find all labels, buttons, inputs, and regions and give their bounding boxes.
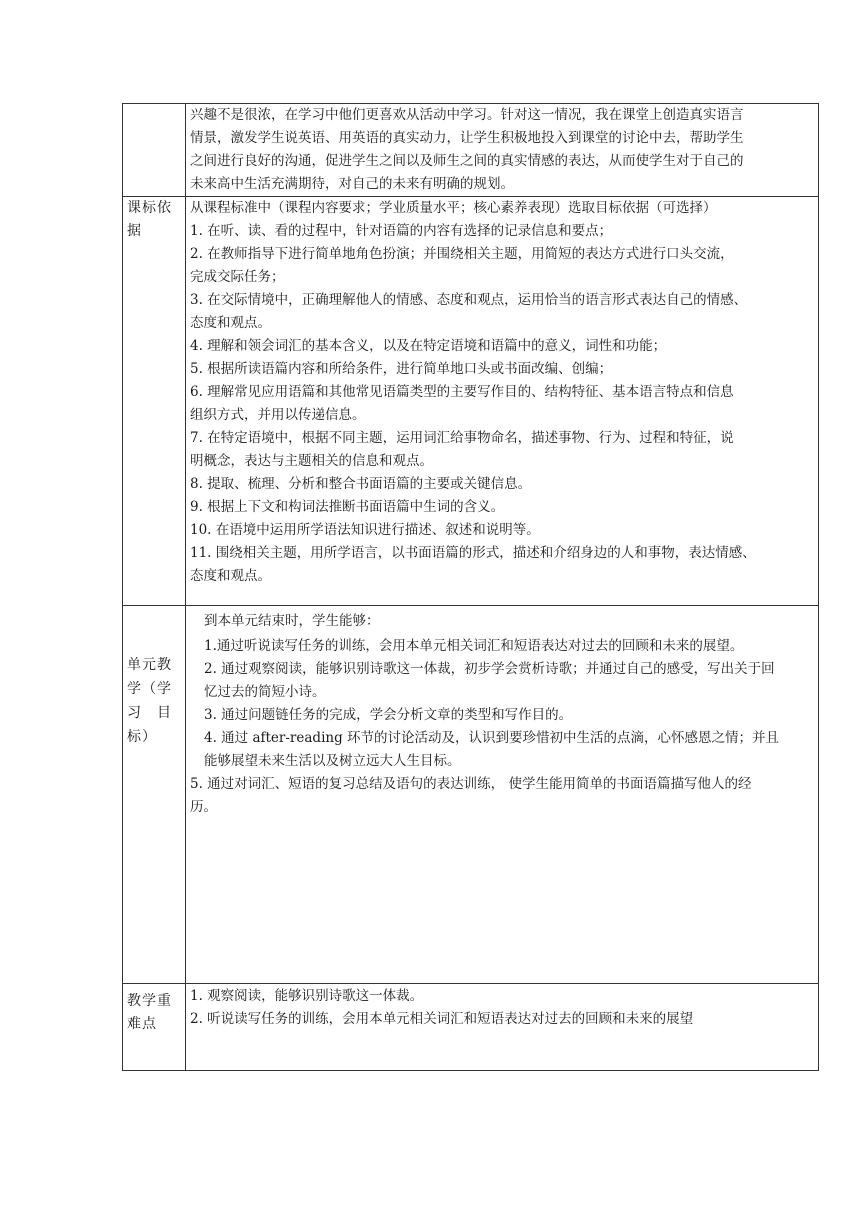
objectives-label-cell — [123, 606, 186, 984]
objectives-row — [123, 606, 819, 984]
standards-item: 明概念，表达与主题相关的信息和观点。 — [190, 453, 433, 469]
standards-content-cell — [186, 197, 819, 606]
standards-item: 完成交际任务； — [190, 269, 285, 285]
key-points-content-cell — [186, 984, 819, 1071]
objectives-item: 2. 通过观察阅读，能够识别诗歌这一体裁，初步学会赏析诗歌；并通过自己的感受，写出关于回 — [204, 661, 775, 677]
standards-label-cell — [123, 197, 186, 606]
standards-row — [123, 197, 819, 606]
key-points-item: 1. 观察阅读，能够识别诗歌这一体裁。 — [190, 988, 424, 1004]
objectives-item: 历。 — [190, 799, 217, 815]
objectives-label-line: 单元教 — [127, 657, 172, 673]
intro-content-cell — [186, 104, 819, 197]
key-points-label-line: 难点 — [127, 1016, 157, 1032]
intro-line: 之间进行良好的沟通，促进学生之间以及师生之间的真实情感的表达，从而使学生对于自己的 — [190, 153, 744, 169]
lesson-plan-table — [122, 103, 819, 1071]
standards-item: 5. 根据所读语篇内容和所给条件，进行简单地口头或书面改编、创编； — [190, 361, 613, 377]
objectives-item: 5. 通过对词汇、短语的复习总结及语句的表达训练， 使学生能用简单的书面语篇描写他人的经 — [190, 776, 752, 792]
objectives-item: 4. 通过 after-reading 环节的讨论活动及，认识到要珍惜初中生活的点滴，心怀感恩之情；并且 — [204, 730, 780, 746]
standards-item: 9. 根据上下文和构词法推断书面语篇中生词的含义。 — [190, 499, 505, 515]
key-points-label-cell — [123, 984, 186, 1071]
intro-label-cell — [123, 104, 186, 197]
key-points-label-line: 教学重 — [127, 993, 172, 1009]
objectives-lead: 到本单元结束时，学生能够： — [204, 613, 380, 629]
key-points-item: 2. 听说读写任务的训练，会用本单元相关词汇和短语表达对过去的回顾和未来的展望 — [190, 1011, 694, 1027]
intro-row — [123, 104, 819, 197]
standards-item: 8. 提取、梳理、分析和整合书面语篇的主要或关键信息。 — [190, 476, 532, 492]
standards-item: 态度和观点。 — [190, 568, 271, 584]
objectives-label-line: 学（学 — [127, 681, 172, 697]
standards-item: 4. 理解和领会词汇的基本含义，以及在特定语境和语篇中的意义，词性和功能； — [190, 338, 667, 354]
objectives-item: 3. 通过问题链任务的完成，学会分析文章的类型和写作目的。 — [204, 707, 573, 723]
standards-item: 态度和观点。 — [190, 315, 271, 331]
objectives-item: 忆过去的简短小诗。 — [204, 684, 326, 700]
standards-item: 3. 在交际情境中，正确理解他人的情感、态度和观点，运用恰当的语言形式表达自己的情感、 — [190, 292, 748, 308]
standards-item: 11. 围绕相关主题，用所学语言，以书面语篇的形式，描述和介绍身边的人和事物，表达情感、 — [190, 545, 756, 561]
key-points-row — [123, 984, 819, 1071]
intro-line: 未来高中生活充满期待，对自己的未来有明确的规划。 — [190, 176, 514, 192]
standards-item: 10. 在语境中运用所学语法知识进行描述、叙述和说明等。 — [190, 522, 540, 538]
standards-item: 6. 理解常见应用语篇和其他常见语篇类型的主要写作目的、结构特征、基本语言特点和信息 — [190, 384, 734, 400]
standards-item: 2. 在教师指导下进行简单地角色扮演；并围绕相关主题，用简短的表达方式进行口头交流， — [190, 246, 734, 262]
standards-item: 组织方式，并用以传递信息。 — [190, 407, 366, 423]
objectives-content-cell — [186, 606, 819, 984]
standards-lead: 从课程标准中（课程内容要求；学业质量水平；核心素养表现）选取目标依据（可选择） — [190, 200, 717, 216]
objectives-item: 能够展望未来生活以及树立远大人生目标。 — [204, 753, 461, 769]
intro-line: 情景，激发学生说英语、用英语的真实动力，让学生积极地投入到课堂的讨论中去，帮助学生 — [190, 130, 744, 146]
standards-item: 1. 在听、读、看的过程中，针对语篇的内容有选择的记录信息和要点； — [190, 223, 613, 239]
objectives-label-line: 习 目 — [127, 705, 172, 721]
standards-label: 课标依据 — [127, 200, 172, 239]
objectives-label-line: 标） — [127, 729, 157, 745]
standards-item: 7. 在特定语境中，根据不同主题，运用词汇给事物命名，描述事物、行为、过程和特征，说 — [190, 430, 734, 446]
intro-line: 兴趣不是很浓，在学习中他们更喜欢从活动中学习。针对这一情况，我在课堂上创造真实语言 — [190, 107, 744, 123]
objectives-item: 1.通过听说读写任务的训练，会用本单元相关词汇和短语表达对过去的回顾和未来的展望。 — [204, 638, 744, 654]
